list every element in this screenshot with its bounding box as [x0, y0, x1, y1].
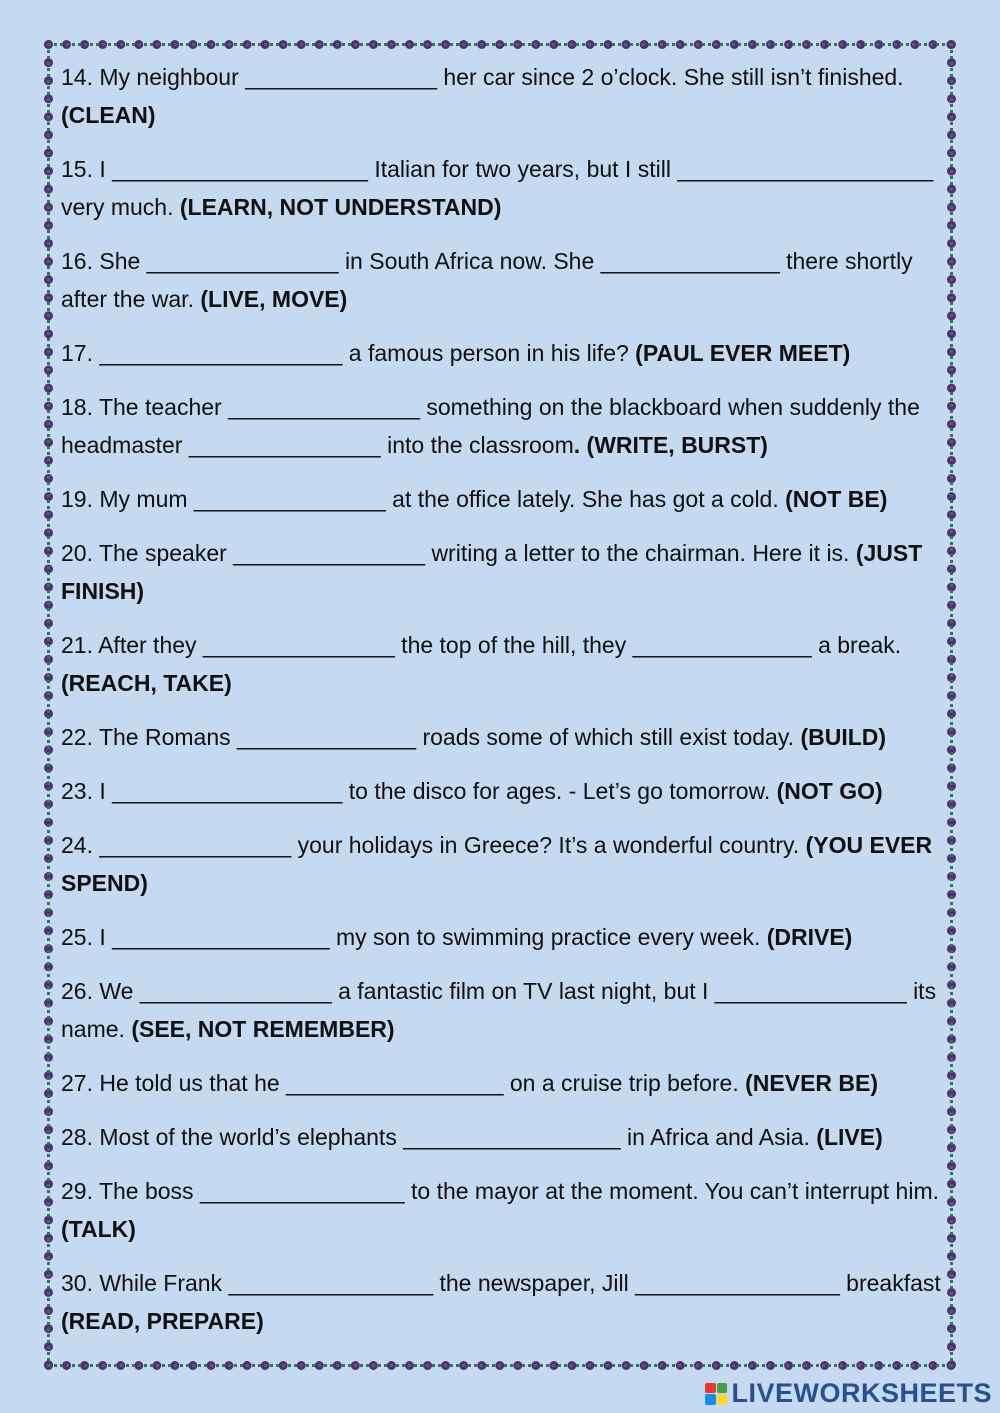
exercise-text: 27. He told us that he _________________ on a cruise trip before.: [61, 1070, 746, 1096]
exercise-16: [61, 242, 941, 318]
exercise-text: 24. _______________ your holidays in Greece? It’s a wonderful country.: [61, 832, 806, 858]
exercise-verb-hint: (NEVER BE): [745, 1070, 879, 1096]
exercise-text: 30. While Frank ________________ the newspaper, Jill ________________ breakfast: [61, 1270, 941, 1296]
exercise-text: 18. The teacher _______________ something on the blackboard when suddenly the headmaster _______________ into the classroom: [61, 394, 920, 458]
exercise-29: [61, 1172, 941, 1248]
exercise-14: [61, 58, 941, 134]
exercise-text: 23. I __________________ to the disco for ages. - Let’s go tomorrow.: [61, 778, 777, 804]
logo-text: LIVEWORKSHEETS: [731, 1378, 992, 1408]
exercise-26: [61, 972, 941, 1048]
exercise-verb-hint: (READ, PREPARE): [61, 1308, 264, 1334]
badge-square-icon: [705, 1394, 716, 1405]
exercise-text: 21. After they _______________ the top of the hill, they ______________ a break.: [61, 632, 902, 658]
badge-square-icon: [717, 1394, 728, 1405]
exercise-28: [61, 1118, 941, 1156]
exercise-21: [61, 626, 941, 702]
exercise-text: 17. ___________________ a famous person in his life?: [61, 340, 636, 366]
exercise-text: 25. I _________________ my son to swimming practice every week.: [61, 924, 767, 950]
exercise-verb-hint: (LIVE, MOVE): [200, 286, 348, 312]
exercise-text: 22. The Romans ______________ roads some of which still exist today.: [61, 724, 801, 750]
exercise-verb-hint: (PAUL EVER MEET): [635, 340, 851, 366]
liveworksheets-badge-icon: [705, 1383, 727, 1405]
exercise-27: [61, 1064, 941, 1102]
exercise-verb-hint: (JUST FINISH): [61, 540, 923, 604]
exercise-verb-hint: (NOT GO): [776, 778, 883, 804]
exercise-18: [61, 388, 941, 464]
exercise-text: 19. My mum _______________ at the office lately. She has got a cold.: [61, 486, 786, 512]
exercise-20: [61, 534, 941, 610]
exercise-text: 26. We _______________ a fantastic film on TV last night, but I _______________ its name.: [61, 978, 937, 1042]
exercise-verb-hint: (CLEAN): [61, 102, 156, 128]
exercise-verb-hint: (YOU EVER SPEND): [61, 832, 933, 896]
exercise-23: [61, 772, 941, 810]
exercise-text: 20. The speaker _______________ writing a letter to the chairman. Here it is.: [61, 540, 856, 566]
exercise-22: [61, 718, 941, 756]
exercise-text: 29. The boss ________________ to the mayor at the moment. You can’t interrupt him.: [61, 1178, 939, 1204]
exercise-verb-hint: (BUILD): [800, 724, 887, 750]
exercise-verb-hint: (TALK): [61, 1216, 136, 1242]
exercise-19: [61, 480, 941, 518]
exercise-17: [61, 334, 941, 372]
exercise-verb-hint: . (WRITE, BURST): [573, 432, 768, 458]
exercise-verb-hint: (NOT BE): [785, 486, 888, 512]
exercise-30: [61, 1264, 941, 1340]
exercise-list: [61, 58, 941, 1356]
exercise-text: 15. I ____________________ Italian for two years, but I still ____________________ very much.: [61, 156, 934, 220]
exercise-verb-hint: (REACH, TAKE): [61, 670, 232, 696]
exercise-verb-hint: (SEE, NOT REMEMBER): [131, 1016, 395, 1042]
exercise-verb-hint: (LEARN, NOT UNDERSTAND): [179, 194, 502, 220]
badge-square-icon: [705, 1383, 716, 1394]
badge-square-icon: [717, 1383, 728, 1394]
exercise-24: [61, 826, 941, 902]
liveworksheets-logo[interactable]: [705, 1378, 992, 1409]
exercise-25: [61, 918, 941, 956]
exercise-text: 16. She _______________ in South Africa now. She ______________ there shortly after the war.: [61, 248, 913, 312]
exercise-verb-hint: (DRIVE): [766, 924, 853, 950]
exercise-text: 28. Most of the world’s elephants _________________ in Africa and Asia.: [61, 1124, 817, 1150]
exercise-verb-hint: (LIVE): [816, 1124, 883, 1150]
exercise-text: 14. My neighbour _______________ her car since 2 o’clock. She still isn’t finished.: [61, 64, 904, 90]
exercise-15: [61, 150, 941, 226]
